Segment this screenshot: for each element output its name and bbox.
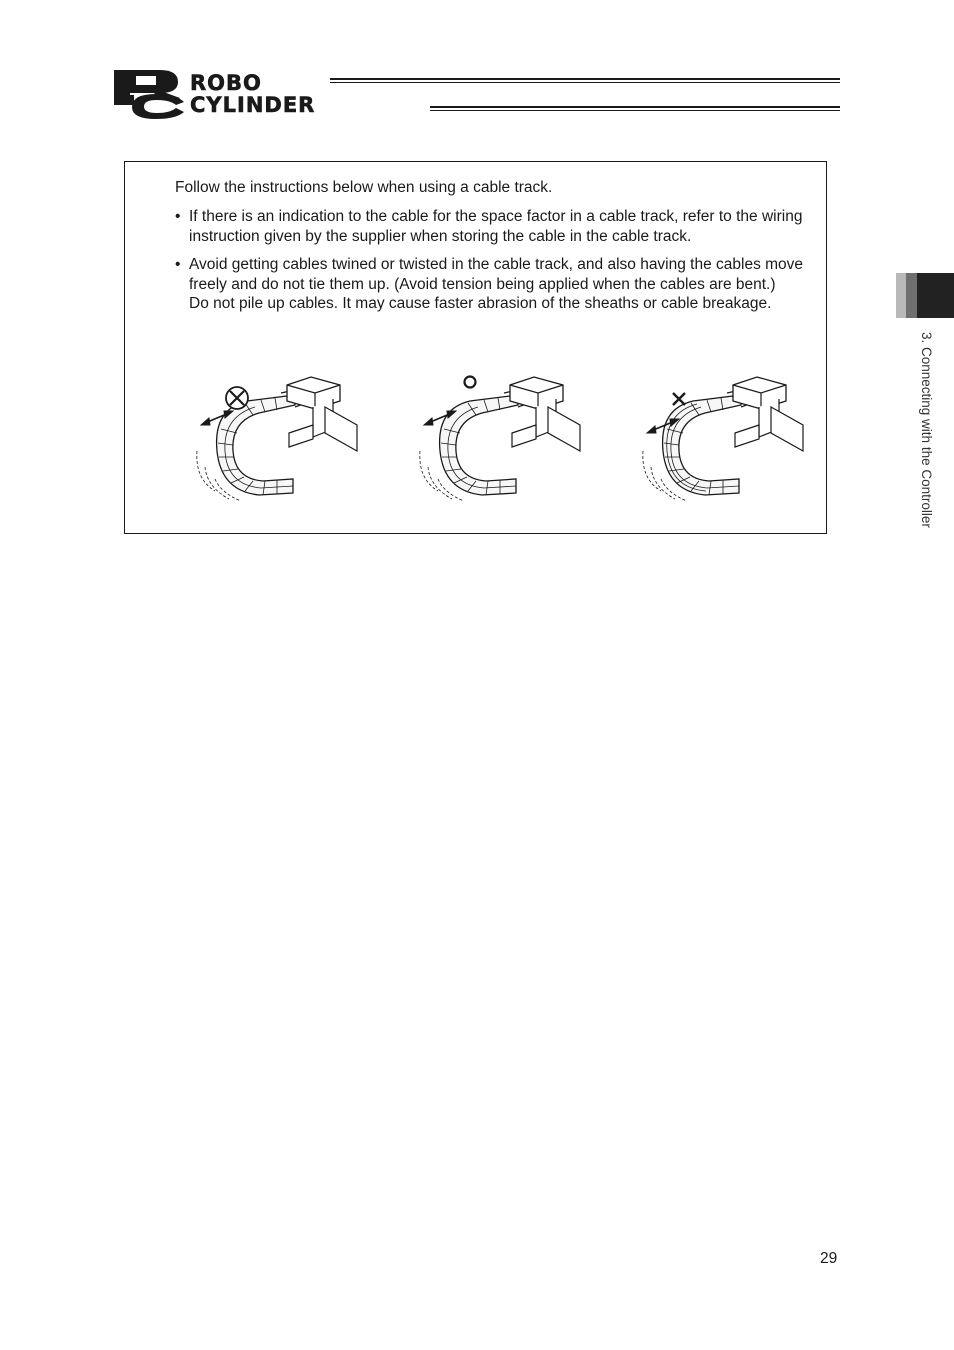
logo-text-cylinder: CYLINDER	[190, 93, 316, 117]
header-rule	[330, 82, 840, 83]
page-number: 29	[820, 1250, 838, 1267]
cable-track-figure-correct	[408, 367, 598, 517]
bullet-text: Avoid getting cables twined or twisted in the cable track, and also having the cables move freely and do not tie them up. (Avoid tension being applied when the cables are bent.)	[189, 256, 804, 293]
cross-icon	[673, 393, 685, 405]
notice-intro: Follow the instructions below when using a cable track.	[175, 179, 553, 196]
cable-track-notice-box	[124, 161, 827, 534]
header-rule	[330, 78, 840, 80]
chapter-tab-stripe	[906, 273, 917, 318]
cable-track-figure-twisted	[185, 367, 375, 517]
logo-text-robo: ROBO	[190, 71, 262, 95]
mounting-bracket	[510, 377, 580, 451]
chapter-tab	[896, 273, 954, 318]
chapter-tab-stripe	[917, 273, 954, 318]
bullet-extra-text: Do not pile up cables. It may cause faster abrasion of the sheaths or cable breakage.	[189, 295, 772, 312]
bullet-mark: •	[175, 256, 181, 273]
chapter-label: 3. Connecting with the Controller	[919, 332, 934, 528]
mounting-bracket	[287, 377, 357, 451]
chapter-tab-stripe	[896, 273, 906, 318]
circled-cross-icon	[226, 387, 248, 409]
page-header	[112, 68, 840, 122]
notice-bullet	[175, 207, 823, 246]
header-rule	[430, 110, 840, 111]
mounting-bracket	[733, 377, 803, 451]
bullet-text: If there is an indication to the cable for the space factor in a cable track, refer to the wiring instruction given by the supplier when storing the cable in the cable track.	[189, 208, 803, 245]
header-rule	[430, 106, 840, 108]
cable-track-figure-piled	[631, 367, 821, 517]
bullet-mark: •	[175, 208, 181, 225]
circle-icon	[465, 377, 476, 388]
rc-logo-icon	[112, 68, 186, 120]
notice-bullet	[175, 255, 823, 314]
